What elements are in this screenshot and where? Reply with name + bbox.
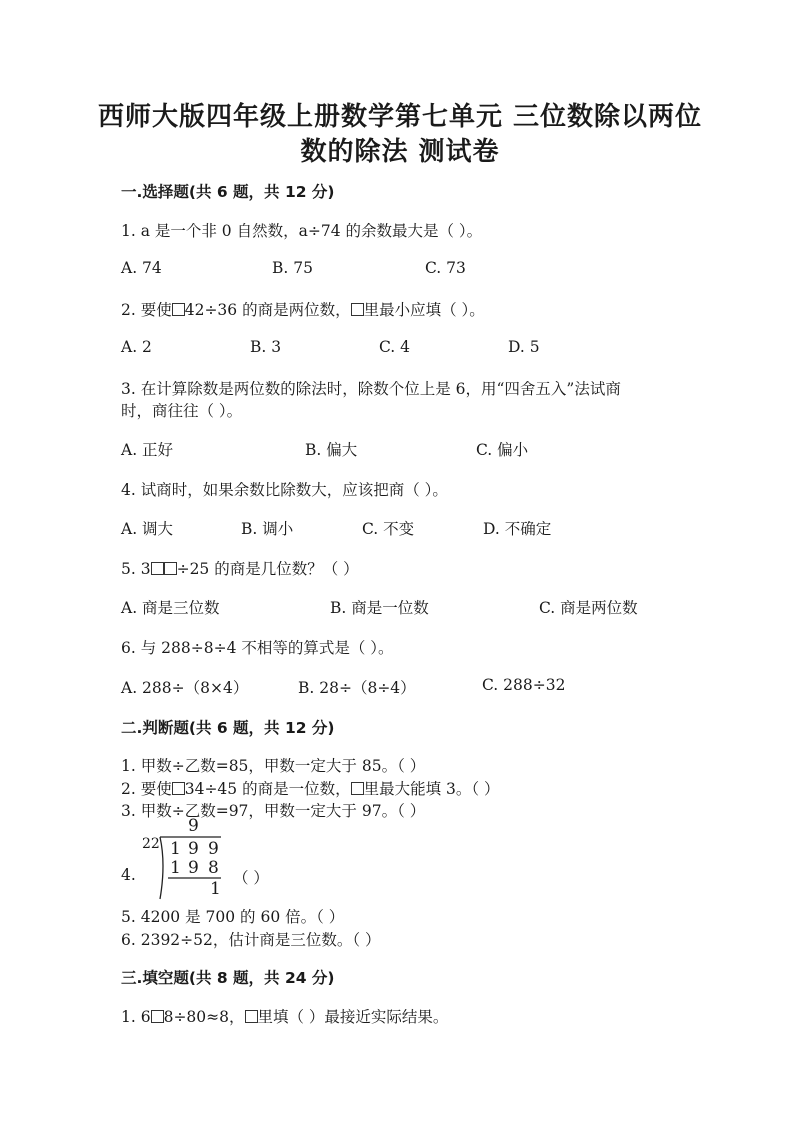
q3-option-b[interactable]: B. 偏大 xyxy=(305,441,358,459)
q5-option-c[interactable]: C. 商是两位数 xyxy=(539,599,638,617)
f1-text-a: 1. 6 xyxy=(121,1008,151,1026)
q1-option-c[interactable]: C. 73 xyxy=(425,259,466,277)
j2-text-a: 2. 要使 xyxy=(121,780,172,798)
q4-option-d[interactable]: D. 不确定 xyxy=(483,520,552,538)
q2-option-c[interactable]: C. 4 xyxy=(379,338,411,356)
ld-dividend-3: 9 xyxy=(208,839,219,859)
page-title-line1: 西师大版四年级上册数学第七单元 三位数除以两位 xyxy=(97,102,703,132)
question-2 xyxy=(121,298,485,320)
q5-option-a[interactable]: A. 商是三位数 xyxy=(121,599,220,617)
judgement-4-paren: （ ） xyxy=(233,869,269,887)
blank-box-icon xyxy=(351,782,364,795)
q2-text-b: 42÷36 的商是两位数， xyxy=(184,301,351,319)
judgement-5: 5. 4200 是 700 的 60 倍。（ ） xyxy=(121,908,345,926)
q4-option-a[interactable]: A. 调大 xyxy=(121,520,174,538)
section-heading-choice: 一.选择题(共 6 题，共 12 分) xyxy=(121,183,335,201)
j2-text-c: 里最大能填 3。（ ） xyxy=(363,780,500,798)
q2-text-a: 2. 要使 xyxy=(121,301,172,319)
blank-box-icon xyxy=(245,1010,258,1023)
judgement-2 xyxy=(121,777,500,799)
f1-text-b: 8÷80≈8， xyxy=(163,1008,245,1026)
blank-box-icon xyxy=(351,303,364,316)
judgement-6: 6. 2392÷52，估计商是三位数。（ ） xyxy=(121,931,381,949)
ld-dividend-1: 1 xyxy=(170,839,181,859)
judgement-4-number: 4. xyxy=(121,866,136,884)
question-3-line2: 时，商往往（ ）。 xyxy=(121,402,243,420)
blank-box-icon xyxy=(172,782,185,795)
question-4: 4. 试商时，如果余数比除数大，应该把商（ ）。 xyxy=(121,481,448,499)
j2-text-b: 34÷45 的商是一位数， xyxy=(184,780,351,798)
ld-product-1: 1 xyxy=(170,858,181,878)
q6-option-b[interactable]: B. 28÷（8÷4） xyxy=(298,679,416,697)
q5-text-b: ÷25 的商是几位数？（ ） xyxy=(176,560,359,578)
ld-bracket-icon xyxy=(155,834,245,904)
judgement-3: 3. 甲数÷乙数=97，甲数一定大于 97。（ ） xyxy=(121,802,426,820)
q6-option-a[interactable]: A. 288÷（8×4） xyxy=(121,679,249,697)
q2-text-c: 里最小应填（ ）。 xyxy=(363,301,485,319)
q4-option-c[interactable]: C. 不变 xyxy=(362,520,415,538)
q5-text-a: 5. 3 xyxy=(121,560,151,578)
f1-text-c: 里填（ ）最接近实际结果。 xyxy=(257,1008,449,1026)
question-3-line1: 3. 在计算除数是两位数的除法时，除数个位上是 6，用“四舍五入”法试商 xyxy=(121,380,621,398)
ld-product-3: 8 xyxy=(208,858,219,878)
fill-1 xyxy=(121,1005,448,1027)
ld-quotient: 9 xyxy=(188,816,199,836)
q3-option-a[interactable]: A. 正好 xyxy=(121,441,174,459)
ld-divisor: 22 xyxy=(142,836,160,852)
section-heading-judgement: 二.判断题(共 6 题，共 12 分) xyxy=(121,719,335,737)
q5-option-b[interactable]: B. 商是一位数 xyxy=(330,599,429,617)
q4-option-b[interactable]: B. 调小 xyxy=(241,520,294,538)
ld-remainder: 1 xyxy=(210,879,221,899)
q2-option-d[interactable]: D. 5 xyxy=(508,338,540,356)
q2-option-a[interactable]: A. 2 xyxy=(121,338,152,356)
q1-option-b[interactable]: B. 75 xyxy=(272,259,313,277)
question-5 xyxy=(121,557,359,579)
blank-box-icon xyxy=(172,303,185,316)
q3-option-c[interactable]: C. 偏小 xyxy=(476,441,529,459)
ld-product-2: 9 xyxy=(188,858,199,878)
blank-box-icon xyxy=(151,1010,164,1023)
section-heading-fill: 三.填空题(共 8 题，共 24 分) xyxy=(121,969,335,987)
blank-box-icon xyxy=(164,562,177,575)
ld-dividend-2: 9 xyxy=(188,839,199,859)
question-6: 6. 与 288÷8÷4 不相等的算式是（ ）。 xyxy=(121,639,394,657)
q6-option-c[interactable]: C. 288÷32 xyxy=(482,676,566,694)
q1-option-a[interactable]: A. 74 xyxy=(121,259,162,277)
page-title-line2: 数的除法 测试卷 xyxy=(300,137,500,167)
blank-box-icon xyxy=(151,562,164,575)
judgement-1: 1. 甲数÷乙数=85，甲数一定大于 85。（ ） xyxy=(121,757,426,775)
question-1: 1. a 是一个非 0 自然数，a÷74 的余数最大是（ ）。 xyxy=(121,222,483,240)
q2-option-b[interactable]: B. 3 xyxy=(250,338,282,356)
